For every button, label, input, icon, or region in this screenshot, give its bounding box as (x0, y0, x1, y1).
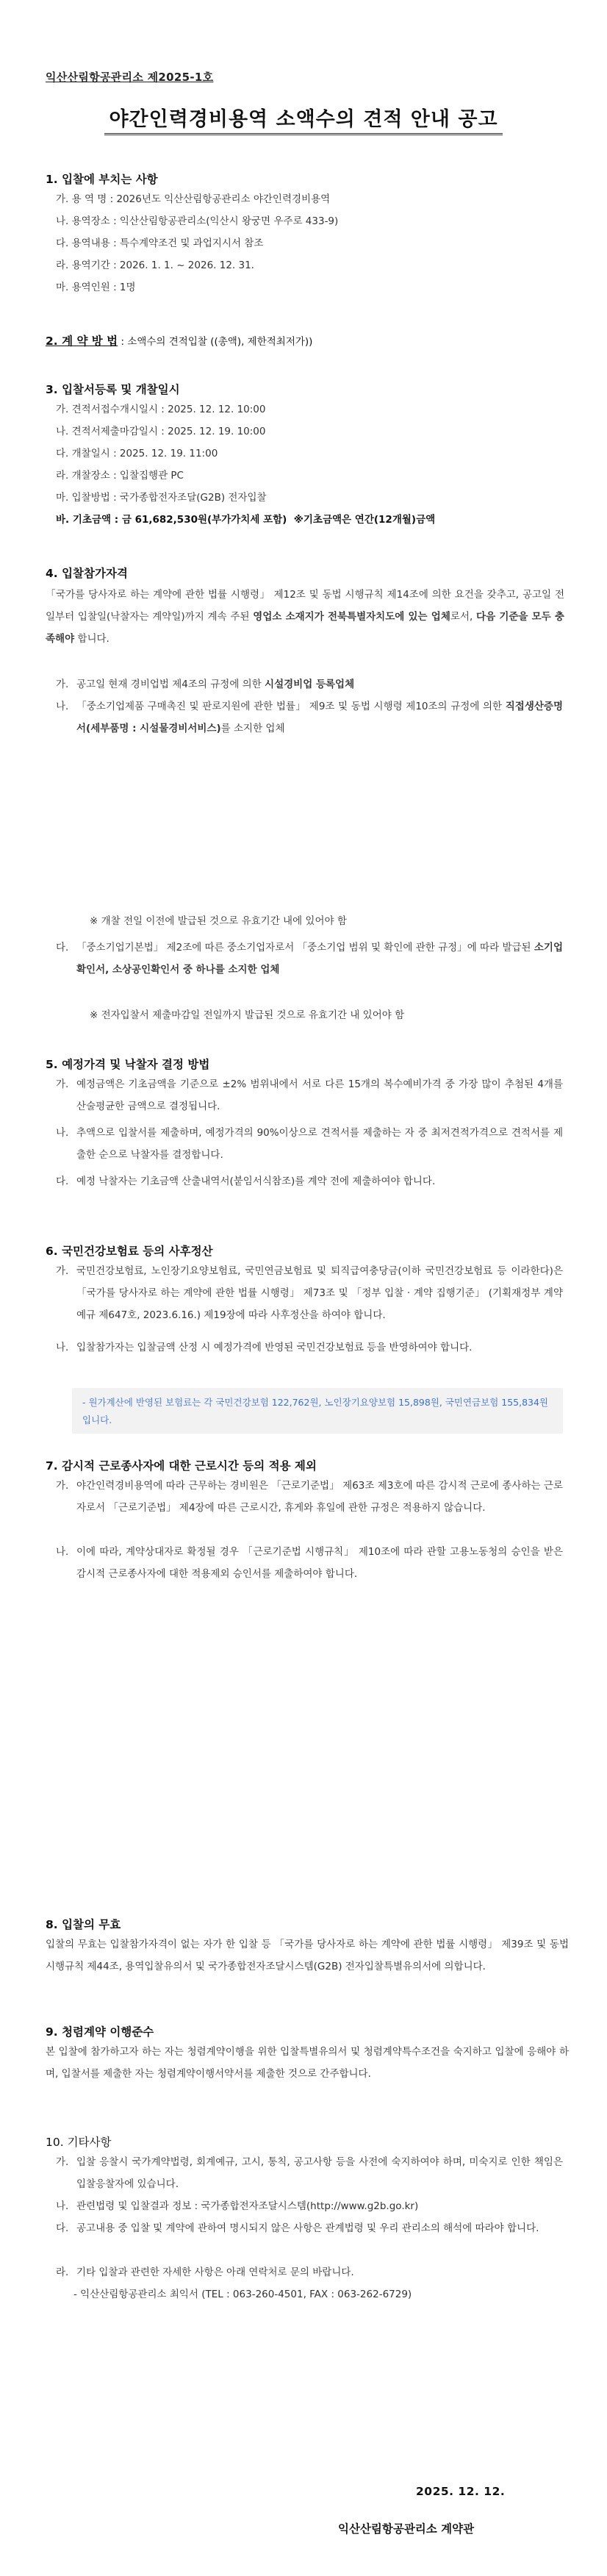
page-title (0, 103, 607, 132)
s4-note-2: ※ 전자입찰서 제출마감일 전일까지 발급된 것으로 유효기간 내 있어야 함 (90, 1009, 405, 1021)
s4-label-na: 나. (56, 701, 69, 712)
s7-ga-text: 야간인력경비용역에 따라 근무하는 경비원은 「근로기준법」 제63조 제3호에 따른 감시적 근로에 종사하는 근로자로서 「근로기준법」 제4장에 따른 근로시간, 휴게와 휴일에 관한 규정은 적용하지 않습니다. (76, 1480, 563, 1514)
s5-item-na (56, 1122, 563, 1166)
s3-item-ga: 가. 견적서접수개시일시 : 2025. 12. 12. 10:00 (56, 404, 266, 415)
section-6-title: 6. 국민건강보험료 등의 사후정산 (46, 1245, 213, 1258)
s4-ga-bold: 시설경비업 등록업체 (265, 679, 355, 690)
s3-item-ra: 라. 개찰장소 : 입찰집행관 PC (56, 470, 184, 482)
s1-item-ga: 가. 용 역 명 : 2026년도 익산산림항공관리소 야간인력경비용역 (56, 193, 331, 205)
s4-na-text-2: 를 소지한 업체 (220, 723, 285, 734)
s5-label-na: 나. (56, 1127, 69, 1139)
s7-na-text: 이에 따라, 계약상대자로 확정될 경우 「근로기준법 시행규칙」 제10조에 따라 관할 고용노동청의 승인을 받은 감시적 근로종사자에 대한 적용제외 승인서를 제출하여야 합니다. (76, 1546, 563, 1580)
s4-note-1: ※ 개찰 전일 이전에 발급된 것으로 유효기간 내에 있어야 함 (90, 915, 347, 927)
section-10-title: 10. 기타사항 (46, 2136, 112, 2149)
s10-na-text: 관련법령 및 입찰결과 정보 : 국가종합전자조달시스템(http://www.g2b.go.kr) (76, 2200, 419, 2212)
s3-item-ba (56, 509, 570, 531)
s4-na-bold: 직접생산증명서(세부품명 : 시설물경비서비스) (76, 701, 563, 734)
s4-label-ga: 가. (56, 679, 69, 690)
s3-item-na: 나. 견적서제출마감일시 : 2025. 12. 19. 10:00 (56, 426, 266, 437)
s10-contact: - 익산산림항공관리소 최익서 (TEL : 063-260-4501, FAX : 063-262-6729) (73, 2289, 412, 2300)
s10-da-text: 공고내용 중 입찰 및 계약에 관하여 명시되지 않은 사항은 관계법령 및 우리 관리소의 해석에 따라야 합니다. (76, 2222, 539, 2234)
s4-da-bold: 소기업확인서, 소상공인확인서 중 하나를 소지한 업체 (76, 942, 563, 976)
s1-item-da: 다. 용역내용 : 특수계약조건 및 과업지시서 참조 (56, 237, 264, 249)
section-2-body: : 소액수의 견적입찰 ((총액), 제한적최저가)) (118, 336, 313, 348)
s4-label-da: 다. (56, 942, 69, 954)
s10-ga-text: 입찰 응찰시 국가계약법령, 회계예규, 고시, 통칙, 공고사항 등을 사전에 숙지하여야 하며, 미숙지로 인한 책임은 입찰응찰자에 있습니다. (76, 2156, 563, 2190)
section-2 (46, 332, 312, 348)
s6-na-text: 입찰참가자는 입찰금액 산정 시 예정가격에 반영된 국민건강보험료 등을 반영하여야 합니다. (76, 1342, 473, 1353)
s4-intro-bold-1: 영업소 소재지가 전북특별자치도에 있는 업체 (253, 611, 450, 623)
s5-item-da (56, 1170, 563, 1192)
s4-item-na (56, 695, 563, 740)
s6-label-ga: 가. (56, 1265, 69, 1277)
s1-item-ma: 마. 용역인원 : 1명 (56, 282, 136, 293)
s10-ra-text: 기타 입찰과 관련한 자세한 사항은 아래 연락처로 문의 바랍니다. (76, 2266, 354, 2278)
s3-item-da: 다. 개찰일시 : 2025. 12. 19. 11:00 (56, 448, 218, 459)
s5-da-text: 예정 낙찰자는 기초금액 산출내역서(붙임서식참조)를 계약 전에 제출하여야 합니다. (76, 1176, 436, 1187)
s10-item-ra (56, 2261, 563, 2283)
s5-na-text: 추액으로 입찰서를 제출하며, 예정가격의 90%이상으로 견적서를 제출하는 자 중 최저견적가격으로 견적서를 제출한 순으로 낙찰자를 결정합니다. (76, 1127, 563, 1161)
s7-label-na: 나. (56, 1546, 69, 1558)
section-8-title: 8. 입찰의 무효 (46, 1918, 121, 1931)
s7-label-ga: 가. (56, 1480, 69, 1492)
section-7-title: 7. 감시적 근로종사자에 대한 근로시간 등의 적용 제외 (46, 1459, 317, 1473)
title-text: 야간인력경비용역 소액수의 견적 안내 공고 (104, 108, 502, 135)
s4-na-text-1: 「중소기업제품 구매촉진 및 판로지원에 관한 법률」 제9조 및 동법 시행령 제10조의 규정에 의한 (76, 701, 506, 712)
contracting-officer: 익산산림항공관리소 계약관 (338, 2522, 475, 2536)
s10-label-ga: 가. (56, 2156, 69, 2168)
s7-item-ga (56, 1475, 563, 1519)
insurance-info-box (72, 1388, 563, 1434)
s10-label-ra: 라. (56, 2266, 69, 2278)
s10-label-da: 다. (56, 2222, 69, 2234)
section-1-title: 1. 입찰에 부치는 사항 (46, 173, 158, 186)
s8-body: 입찰의 무효는 입찰참가자격이 없는 자가 한 입찰 등 「국가를 당사자로 하는 계약에 관한 법률 시행령」 제39조 및 동법 시행규칙 제44조, 용역입찰유의서 및 국가종합전자조달시스템(G2B) 전자입찰특별유의서에 의합니다. (46, 1939, 569, 1972)
s3-item-ma: 마. 입찰방법 : 국가종합전자조달(G2B) 전자입찰 (56, 492, 267, 504)
section-5-title: 5. 예정가격 및 낙찰자 결정 방법 (46, 1058, 210, 1071)
section-2-title: 2. 계 약 방 법 (46, 334, 118, 348)
s10-label-na: 나. (56, 2200, 69, 2212)
s4-ga-text: 공고일 현재 경비업법 제4조의 규정에 의한 (76, 679, 265, 690)
s4-item-ga (56, 673, 563, 695)
s1-item-ra: 라. 용역기간 : 2026. 1. 1. ~ 2026. 12. 31. (56, 260, 254, 271)
s10-item-ga (56, 2151, 563, 2195)
s6-label-na: 나. (56, 1342, 69, 1353)
s6-item-ga (56, 1260, 563, 1326)
s5-label-ga: 가. (56, 1078, 69, 1090)
base-price-note: ※기초금액은 연간(12개월)금액 (293, 514, 436, 526)
section-9-title: 9. 청렴계약 이행준수 (46, 2025, 154, 2039)
s5-label-da: 다. (56, 1176, 69, 1187)
s5-item-ga (56, 1073, 563, 1117)
s5-ga-text: 예정금액은 기초금액을 기준으로 ±2% 범위내에서 서로 다른 15개의 복수예비가격 중 가장 많이 추첨된 4개를 산술평균한 금액으로 결정됩니다. (76, 1078, 563, 1112)
s6-ga-text: 국민건강보험료, 노인장기요양보험료, 국민연금보험료 및 퇴직급여충당금(이하 국민건강보험료 등 이라한다)은 「국가를 당사자로 하는 계약에 관한 법률 시행령」 제73조 및 「정부 입찰 · 계약 집행기준」 (기획재정부 계약예규 제647호, 2023.6.16.) 제19장에 따라 사후정산을 하여야 합니다. (76, 1265, 563, 1321)
s4-intro-text-3: 합니다. (74, 633, 109, 645)
s4-intro-text-2: 로서, (450, 611, 477, 623)
s4-da-text: 「중소기업기본법」 제2조에 따른 중소기업자로서 「중소기업 범위 및 확인에 관한 규정」에 따라 발급된 (76, 942, 534, 954)
notice-date: 2025. 12. 12. (416, 2485, 506, 2498)
s10-item-na (56, 2195, 563, 2217)
base-price: 바. 기초금액 : 금 61,682,530원(부가가치세 포함) (56, 514, 287, 526)
s4-intro-bold-2: 다음 기준을 모두 충족해야 (46, 611, 564, 645)
s6-item-na (56, 1337, 563, 1359)
s10-item-da (56, 2217, 563, 2239)
s4-item-da (56, 937, 563, 981)
notice-number: 익산산림항공관리소 제2025-1호 (46, 71, 214, 84)
section-4-title: 4. 입찰참가자격 (46, 567, 128, 580)
s4-intro-text-1: 「국가를 당사자로 하는 계약에 관한 법률 시행령」 제12조 및 동법 시행규칙 제14조에 의한 요건을 갖추고, 공고일 전일부터 입찰일(낙찰자는 계약일)까지 계속 주된 (46, 589, 564, 623)
insurance-info-text: - 원가계산에 반영된 보험료는 각 국민건강보험 122,762원, 노인장기요양보험 15,898원, 국민연금보험 155,834원입니다. (82, 1397, 549, 1425)
s4-intro (46, 584, 564, 650)
s1-item-na: 나. 용역장소 : 익산산림항공관리소(익산시 왕궁면 우주로 433-9) (56, 215, 339, 227)
s9-body: 본 입찰에 참가하고자 하는 자는 청렴계약이행을 위한 입찰특별유의서 및 청렴계약특수조건을 숙지하고 입찰에 응해야 하며, 입찰서를 제출한 자는 청렴계약이행서약서를 제출한 것으로 간주합니다. (46, 2046, 569, 2080)
s7-item-na (56, 1541, 563, 1585)
section-3-title: 3. 입찰서등록 및 개찰일시 (46, 383, 180, 396)
